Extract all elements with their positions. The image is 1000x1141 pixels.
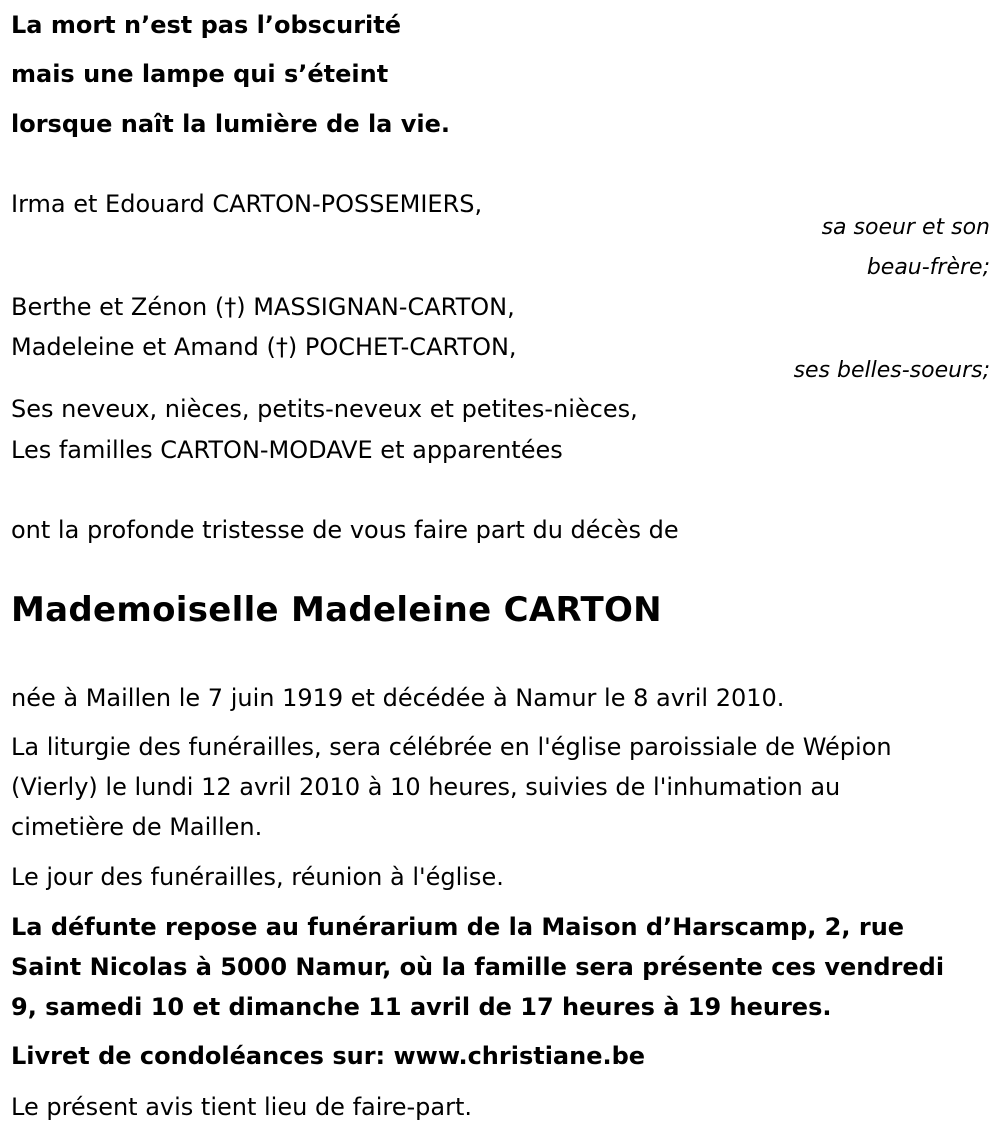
liturgy-line-1: La liturgie des funérailles, sera célébrée en l'église paroissiale de Wépion (11, 733, 892, 761)
sister-relation-line-1: sa soeur et son (821, 215, 990, 240)
quote-line-3: lorsque naît la lumière de la vie. (11, 110, 450, 138)
deceased-name: Mademoiselle Madeleine CARTON (11, 590, 662, 630)
liturgy-line-3: cimetière de Maillen. (11, 813, 263, 841)
announcement-text: ont la profonde tristesse de vous faire part du décès de (11, 516, 679, 544)
birth-death-dates: née à Maillen le 7 juin 1919 et décédée à Namur le 8 avril 2010. (11, 684, 785, 712)
family-nephews: Ses neveux, nièces, petits-neveux et petites-nièces, (11, 395, 638, 423)
notice-text: Le présent avis tient lieu de faire-part. (11, 1093, 473, 1121)
meeting-info: Le jour des funérailles, réunion à l'église. (11, 863, 504, 891)
quote-line-1: La mort n’est pas l’obscurité (11, 11, 402, 39)
repose-line-3: 9, samedi 10 et dimanche 11 avril de 17 heures à 19 heures. (11, 993, 832, 1021)
family-other: Les familles CARTON-MODAVE et apparentées (11, 436, 563, 464)
family-inlaw-2: Madeleine et Amand (†) POCHET-CARTON, (11, 333, 517, 361)
family-inlaw-1: Berthe et Zénon (†) MASSIGNAN-CARTON, (11, 293, 515, 321)
family-sister: Irma et Edouard CARTON-POSSEMIERS, (11, 190, 483, 218)
inlaw-relation: ses belles-soeurs; (793, 358, 990, 383)
repose-line-1: La défunte repose au funérarium de la Maison d’Harscamp, 2, rue (11, 913, 905, 941)
condolences-link-text: Livret de condoléances sur: www.christiane.be (11, 1042, 646, 1070)
liturgy-line-2: (Vierly) le lundi 12 avril 2010 à 10 heures, suivies de l'inhumation au (11, 773, 841, 801)
quote-line-2: mais une lampe qui s’éteint (11, 60, 389, 88)
repose-line-2: Saint Nicolas à 5000 Namur, où la famille sera présente ces vendredi (11, 953, 945, 981)
sister-relation-line-2: beau-frère; (866, 255, 990, 280)
